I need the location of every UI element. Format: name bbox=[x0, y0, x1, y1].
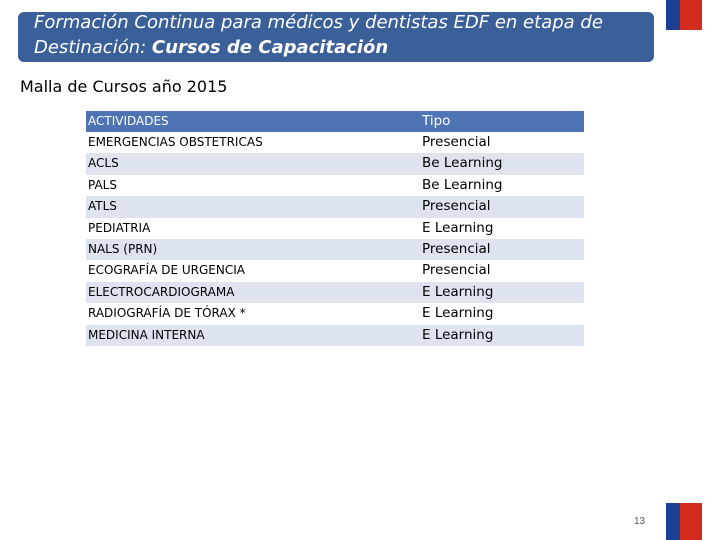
cell-tipo: E Learning bbox=[422, 219, 494, 236]
cell-actividad: NALS (PRN) bbox=[88, 241, 158, 256]
cell-tipo: E Learning bbox=[422, 326, 494, 343]
title-prefix: Destinación: bbox=[34, 37, 152, 58]
cell-actividad: PEDIATRIA bbox=[88, 220, 151, 235]
table-row bbox=[86, 239, 584, 260]
title-banner bbox=[18, 12, 654, 62]
cell-actividad: EMERGENCIAS OBSTETRICAS bbox=[88, 135, 263, 149]
cell-tipo: E Learning bbox=[422, 305, 494, 322]
table-row bbox=[86, 218, 584, 239]
table-row bbox=[86, 260, 584, 281]
cell-tipo: E Learning bbox=[422, 283, 494, 300]
title-line-1: Formación Continua para médicos y dentistas EDF en etapa de bbox=[34, 12, 603, 33]
cell-actividad: RADIOGRAFÍA DE TÓRAX * bbox=[88, 306, 246, 321]
title-bold: Cursos de Capacitación bbox=[151, 37, 389, 58]
flag-decoration-top bbox=[666, 0, 702, 30]
table-row bbox=[86, 325, 584, 346]
cell-tipo: Presencial bbox=[422, 262, 491, 279]
table-row bbox=[86, 282, 584, 303]
table-row bbox=[86, 196, 584, 217]
cell-tipo: Presencial bbox=[422, 198, 491, 215]
page-number: 13 bbox=[634, 516, 646, 527]
table-row bbox=[86, 175, 584, 196]
cell-actividad: ACLS bbox=[88, 156, 119, 171]
table-row bbox=[86, 303, 584, 324]
cell-actividad: MEDICINA INTERNA bbox=[88, 327, 205, 342]
table-row bbox=[86, 132, 584, 153]
table-header-row bbox=[86, 111, 584, 132]
cell-actividad: ECOGRAFÍA DE URGENCIA bbox=[88, 263, 245, 278]
cell-tipo: Presencial bbox=[422, 240, 491, 257]
cell-actividad: ELECTROCARDIOGRAMA bbox=[88, 284, 235, 299]
courses-table bbox=[86, 111, 584, 346]
cell-tipo: Be Learning bbox=[422, 155, 503, 172]
flag-decoration-bottom bbox=[666, 503, 702, 540]
cell-actividad: PALS bbox=[88, 177, 117, 192]
subtitle: Malla de Cursos año 2015 bbox=[20, 77, 228, 96]
table-row bbox=[86, 153, 584, 174]
header-tipo: Tipo bbox=[422, 113, 451, 129]
cell-tipo: Be Learning bbox=[422, 176, 503, 193]
cell-actividad: ATLS bbox=[88, 199, 117, 214]
cell-tipo: Presencial bbox=[422, 134, 491, 150]
title-line-2 bbox=[34, 37, 388, 58]
header-actividades: ACTIVIDADES bbox=[88, 114, 169, 128]
